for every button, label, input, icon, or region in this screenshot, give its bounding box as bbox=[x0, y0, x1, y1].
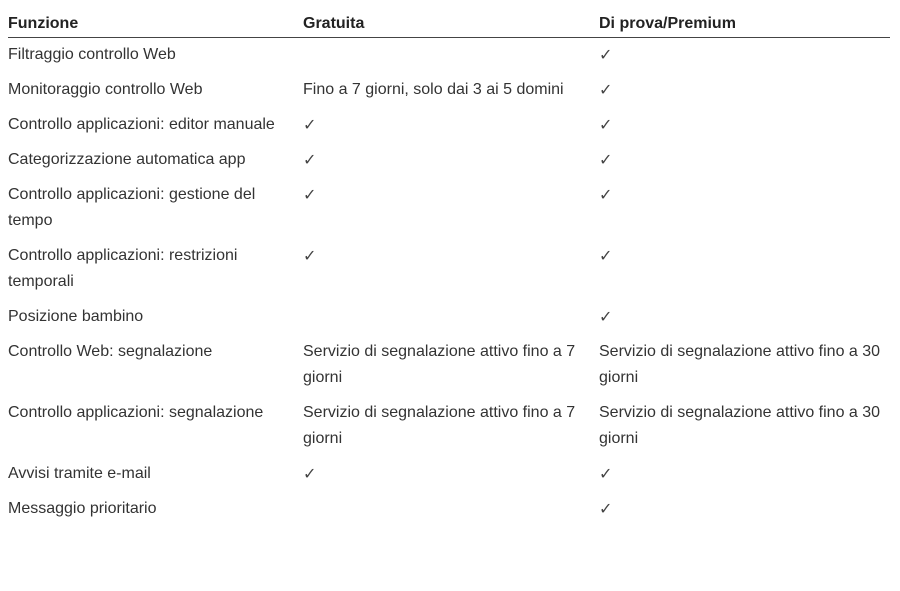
premium-cell: ✓ bbox=[599, 45, 613, 64]
free-cell: ✓ bbox=[303, 115, 317, 134]
premium-cell: ✓ bbox=[599, 246, 613, 265]
header-row bbox=[8, 10, 890, 38]
premium-cell: Servizio di segnalazione attivo fino a 30 giorni bbox=[599, 404, 881, 447]
premium-cell: Servizio di segnalazione attivo fino a 30 giorni bbox=[599, 343, 881, 386]
free-cell: Servizio di segnalazione attivo fino a 7 giorni bbox=[303, 343, 576, 386]
premium-cell: ✓ bbox=[599, 307, 613, 326]
table-row bbox=[8, 38, 890, 74]
feature-cell: Avvisi tramite e-mail bbox=[8, 465, 151, 482]
feature-cell: Posizione bambino bbox=[8, 308, 144, 325]
table-row bbox=[8, 108, 890, 143]
table-row bbox=[8, 300, 890, 335]
free-cell: Fino a 7 giorni, solo dai 3 ai 5 domini bbox=[303, 81, 564, 98]
free-cell: ✓ bbox=[303, 464, 317, 483]
feature-cell: Controllo applicazioni: gestione del tempo bbox=[8, 186, 256, 229]
feature-cell: Controllo applicazioni: editor manuale bbox=[8, 116, 275, 133]
feature-cell: Filtraggio controllo Web bbox=[8, 46, 176, 63]
premium-cell: ✓ bbox=[599, 115, 613, 134]
feature-cell: Controllo Web: segnalazione bbox=[8, 343, 213, 360]
header-feature: Funzione bbox=[8, 10, 303, 38]
free-cell: ✓ bbox=[303, 150, 317, 169]
feature-cell: Monitoraggio controllo Web bbox=[8, 81, 203, 98]
feature-cell: Controllo applicazioni: restrizioni temporali bbox=[8, 247, 238, 290]
table-row bbox=[8, 178, 890, 239]
table-row bbox=[8, 457, 890, 492]
premium-cell: ✓ bbox=[599, 150, 613, 169]
table-row bbox=[8, 73, 890, 108]
table-row bbox=[8, 335, 890, 396]
feature-cell: Messaggio prioritario bbox=[8, 500, 157, 517]
table-row bbox=[8, 492, 890, 527]
free-cell bbox=[303, 300, 599, 335]
free-cell: Servizio di segnalazione attivo fino a 7 giorni bbox=[303, 404, 576, 447]
premium-cell: ✓ bbox=[599, 185, 613, 204]
free-cell bbox=[303, 38, 599, 74]
header-premium: Di prova/Premium bbox=[599, 10, 890, 38]
table-row bbox=[8, 396, 890, 457]
table-body bbox=[8, 38, 890, 528]
free-cell: ✓ bbox=[303, 185, 317, 204]
table-row bbox=[8, 143, 890, 178]
premium-cell: ✓ bbox=[599, 499, 613, 518]
premium-cell: ✓ bbox=[599, 80, 613, 99]
table-row bbox=[8, 239, 890, 300]
free-cell: ✓ bbox=[303, 246, 317, 265]
free-cell bbox=[303, 492, 599, 527]
feature-comparison-table bbox=[8, 10, 890, 527]
feature-cell: Controllo applicazioni: segnalazione bbox=[8, 404, 264, 421]
table-header bbox=[8, 10, 890, 38]
feature-cell: Categorizzazione automatica app bbox=[8, 151, 246, 168]
premium-cell: ✓ bbox=[599, 464, 613, 483]
header-free: Gratuita bbox=[303, 10, 599, 38]
